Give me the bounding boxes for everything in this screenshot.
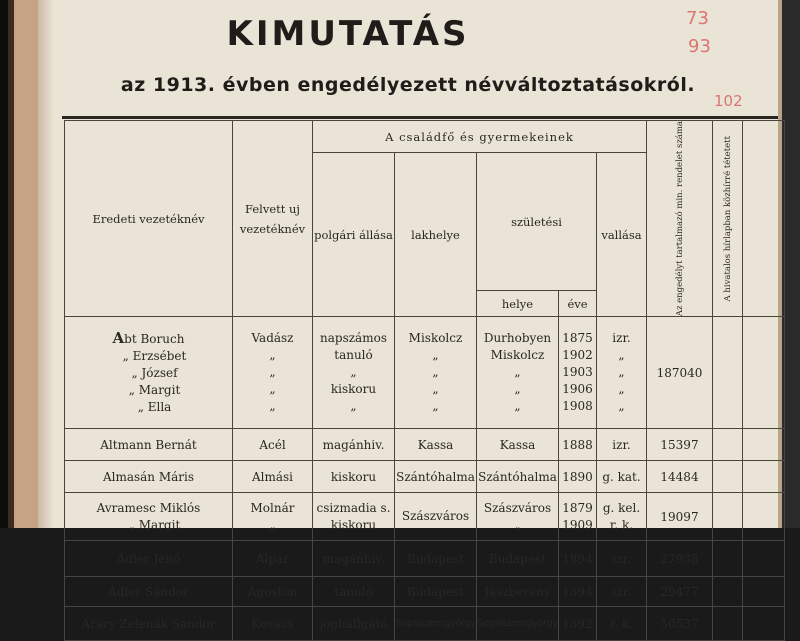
value-line: Szászváros: [483, 500, 552, 515]
page-subtitle: az 1913. évben engedélyezett névváltoztatásokról.: [120, 74, 696, 96]
value-line: 1902: [562, 348, 593, 363]
name-line: Abt Boruch: [112, 328, 185, 347]
header-residence: lakhelye: [395, 153, 477, 317]
cell-new-name: Alpár: [233, 541, 313, 577]
value-line: Szászváros: [401, 509, 470, 524]
value-line: „: [514, 399, 521, 414]
table-row: [65, 493, 785, 541]
cell-residence: Budapest: [395, 541, 477, 577]
header-decree: [647, 121, 713, 317]
cell-occupation: [313, 317, 395, 429]
document-page: [38, 0, 778, 631]
name-line: „ Margit: [128, 382, 181, 397]
name-line: Avramesc Miklós: [96, 500, 201, 515]
cell-published: [713, 317, 743, 429]
header-occupation: polgári állása: [313, 153, 395, 317]
cell-occupation: magánhiv.: [313, 429, 395, 461]
value-line: g. kel.: [602, 500, 641, 515]
cell-residence: Kassa: [395, 429, 477, 461]
table-row: [65, 429, 785, 461]
cell-decree: 15397: [647, 429, 713, 461]
cell-blank: [743, 541, 785, 577]
cell-birthplace: Kassa: [477, 429, 559, 461]
cell-birthyear: [559, 317, 597, 429]
table-row: [65, 461, 785, 493]
value-line: „: [514, 382, 521, 397]
book-binding: [0, 0, 38, 528]
value-line: „: [269, 517, 276, 532]
cell-occupation: kiskoru: [313, 461, 395, 493]
cell-blank: [743, 461, 785, 493]
cell-decree: 14484: [647, 461, 713, 493]
value-line: izr.: [612, 331, 631, 346]
cell-published: [713, 541, 743, 577]
name-change-table: [64, 120, 785, 641]
header-birthyear: éve: [559, 291, 597, 317]
value-line: „: [350, 365, 357, 380]
header-birthplace: helye: [477, 291, 559, 317]
table-row: [65, 577, 785, 607]
value-line: kiskoru: [330, 517, 377, 532]
table-row: [65, 317, 785, 429]
value-line: napszámos: [320, 331, 387, 346]
value-line: „: [514, 365, 521, 380]
cell-published: [713, 577, 743, 607]
margin-note: 102: [714, 92, 743, 110]
cell-new-name: [233, 493, 313, 541]
value-line: „: [618, 348, 625, 363]
value-line: „: [432, 365, 439, 380]
name-line: „ József: [131, 365, 178, 380]
table-row: [65, 607, 785, 641]
cell-original-name: Almasán Máris: [65, 461, 233, 493]
header-blank: [743, 121, 785, 317]
cell-published: [713, 607, 743, 641]
cell-original-name: [65, 493, 233, 541]
value-line: „: [350, 399, 357, 414]
cell-published: [713, 429, 743, 461]
cell-religion: izr.: [597, 429, 647, 461]
value-line: kiskoru: [330, 382, 377, 397]
header-published-text: A hivatalos hírlapban közhírré tétetett: [722, 135, 733, 302]
margin-note: 73: [686, 8, 709, 29]
value-line: „: [432, 382, 439, 397]
cell-original-name: Ádler Jenő: [65, 541, 233, 577]
cell-birthplace: Sepsiszentgyörgy: [477, 607, 559, 641]
cell-blank: [743, 317, 785, 429]
cell-new-name: Acél: [233, 429, 313, 461]
cell-birthyear: 1890: [559, 461, 597, 493]
header-published: [713, 121, 743, 317]
cell-religion: izr.: [597, 541, 647, 577]
cell-residence: Sepsiszentgyörgy: [395, 607, 477, 641]
header-religion: vallása: [597, 153, 647, 317]
cell-birthyear: 1888: [559, 429, 597, 461]
cell-decree: 27938: [647, 541, 713, 577]
header-birth: születési: [477, 153, 597, 291]
header-original-name: Eredeti vezetéknév: [65, 121, 233, 317]
cell-blank: [743, 607, 785, 641]
cell-original-name: Arary Zelenák Sándor: [65, 607, 233, 641]
cell-new-name: [233, 317, 313, 429]
value-line: tanuló: [334, 348, 373, 363]
cell-occupation: magánhiv.: [313, 541, 395, 577]
value-line: 1879: [562, 500, 593, 515]
cell-published: [713, 493, 743, 541]
value-line: 1908: [562, 399, 593, 414]
table-row: [65, 541, 785, 577]
cell-new-name: Ágoston: [233, 577, 313, 607]
value-line: „: [618, 365, 625, 380]
value-line: „: [269, 399, 276, 414]
cell-birthplace: [477, 317, 559, 429]
cell-residence: Budapest: [395, 577, 477, 607]
cell-decree: 19097: [647, 493, 713, 541]
title-rule: [62, 116, 778, 119]
cell-religion: [597, 317, 647, 429]
cell-religion: izr.: [597, 577, 647, 607]
value-line: 1903: [562, 365, 593, 380]
name-line: „ Margit: [128, 517, 181, 532]
value-line: Durhobyen: [483, 331, 552, 346]
value-line: „: [618, 399, 625, 414]
value-line: „: [432, 399, 439, 414]
value-line: Miskolcz: [490, 348, 545, 363]
name-line: „ Ella: [137, 399, 172, 414]
cell-religion: [597, 493, 647, 541]
value-line: Molnár: [250, 500, 295, 515]
cell-original-name: Ádler Sándor: [65, 577, 233, 607]
value-line: „: [269, 365, 276, 380]
value-line: „: [269, 348, 276, 363]
name-line: „ Erzsébet: [122, 348, 187, 363]
cell-decree: 187040: [647, 317, 713, 429]
cell-birthplace: Szántóhalma: [477, 461, 559, 493]
page-title: KIMUTATÁS: [226, 14, 470, 54]
cell-blank: [743, 577, 785, 607]
cell-new-name: Almási: [233, 461, 313, 493]
cell-occupation: tanuló: [313, 577, 395, 607]
cell-decree: 29477: [647, 577, 713, 607]
cell-blank: [743, 429, 785, 461]
cell-published: [713, 461, 743, 493]
value-line: „: [514, 517, 521, 532]
cell-birthplace: Jászberény: [477, 577, 559, 607]
value-line: 1875: [562, 331, 593, 346]
cell-residence: [395, 317, 477, 429]
value-line: 1909: [562, 517, 593, 532]
cell-residence: Szántóhalma: [395, 461, 477, 493]
value-line: r. k.: [609, 517, 634, 532]
header-new-name: Felvett uj vezetéknév: [233, 121, 313, 317]
cell-birthyear: 1894: [559, 541, 597, 577]
cell-residence: [395, 493, 477, 541]
value-line: 1906: [562, 382, 593, 397]
value-line: Miskolcz: [408, 331, 463, 346]
cell-birthplace: [477, 493, 559, 541]
cell-religion: g. kat.: [597, 461, 647, 493]
cell-occupation: joghallgató: [313, 607, 395, 641]
cell-original-name: [65, 317, 233, 429]
margin-note: 93: [688, 36, 711, 57]
value-line: „: [618, 382, 625, 397]
cell-decree: 50537: [647, 607, 713, 641]
value-line: „: [269, 382, 276, 397]
header-decree-text: Az engedélyt tartalmazó min. rendelet száma: [674, 121, 685, 317]
value-line: csizmadia s.: [316, 500, 391, 515]
cell-original-name: Altmann Bernát: [65, 429, 233, 461]
value-line: Vadász: [251, 331, 294, 346]
cell-blank: [743, 493, 785, 541]
cell-birthyear: 1892: [559, 607, 597, 641]
cell-birthyear: [559, 493, 597, 541]
cell-birthplace: Budapest: [477, 541, 559, 577]
cell-new-name: Kovács: [233, 607, 313, 641]
cell-occupation: [313, 493, 395, 541]
cell-religion: r. k.: [597, 607, 647, 641]
value-line: „: [432, 348, 439, 363]
header-family-head: A családfő és gyermekeinek: [313, 121, 647, 153]
cell-birthyear: 1894: [559, 577, 597, 607]
